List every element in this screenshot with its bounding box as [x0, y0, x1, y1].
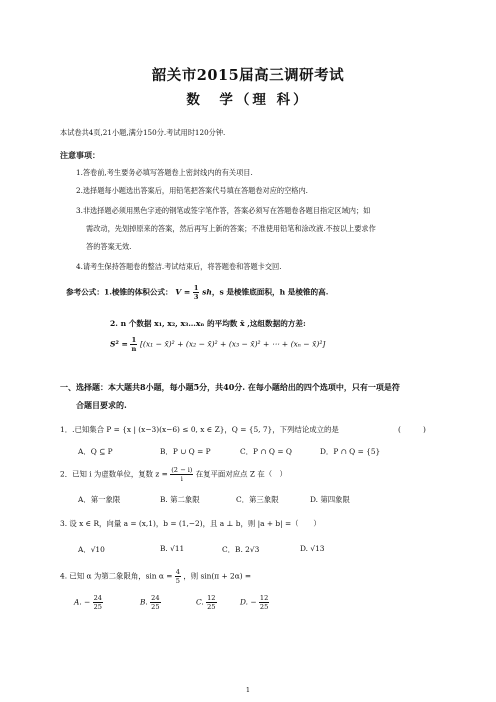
- volume-lhs: V =: [175, 287, 191, 297]
- variance-frac-num: 1: [131, 336, 137, 344]
- question-2-stem: [60, 466, 287, 483]
- q4-d-fraction: [259, 594, 269, 611]
- notice-item-2: 2.选择题每小题选出答案后，用铅笔把答案代号填在答题卷对应的空格内.: [76, 186, 308, 195]
- q4-c-num: 12: [207, 594, 216, 602]
- q4-b-prefix: B.: [140, 597, 148, 607]
- q4-d-prefix: D. −: [240, 597, 257, 607]
- variance-frac-den: n: [131, 345, 137, 353]
- section-heading: 一、选择题：本大题共8小题，每小题5分，共40分. 在每小题给出的四个选项中，只有一项是符: [60, 382, 400, 392]
- question-3-option-b: B. √11: [160, 544, 185, 553]
- question-4-option-a: [74, 594, 103, 611]
- mean-description: 2. n 个数据 x₁, x₂, x₃…xₙ 的平均数 x̄ ,这组数据的方差:: [110, 319, 306, 328]
- question-1-stem: 1．.已知集合 P = {x | (x−3)(x−6) ≤ 0, x ∈ Z}，Q = {5, 7}，下列结论成立的是: [60, 425, 339, 434]
- question-1-bracket: ( ): [398, 425, 426, 434]
- question-1-option-a: A．Q ⊆ P: [78, 447, 113, 456]
- question-1-option-b: B．P ∪ Q = P: [160, 447, 211, 456]
- question-1-option-c: C．P ∩ Q = Q: [240, 447, 292, 456]
- q4-a-den: 25: [93, 603, 102, 611]
- question-3-option-a: A．√10: [78, 545, 105, 554]
- variance-fraction: [130, 336, 137, 353]
- question-1-option-d: D．P ∩ Q = {5}: [320, 447, 381, 456]
- question-3-option-c: C．B. 2√3: [222, 545, 260, 554]
- question-4-stem: [60, 568, 251, 585]
- question-2-option-a: A．第一象限: [78, 495, 121, 504]
- reference-label: 参考公式：1.棱锥的体积公式：: [66, 287, 173, 297]
- question-2-frac-num: (2 − i): [171, 466, 193, 474]
- volume-frac-den: 3: [193, 293, 199, 301]
- question-4-option-c: [196, 594, 217, 611]
- question-4-frac-den: 5: [175, 577, 180, 585]
- question-2-stem-b: 在复平面对应点 Z 在（ ）: [195, 469, 287, 479]
- question-4-fraction: [175, 568, 181, 585]
- q4-a-fraction: [93, 594, 103, 611]
- question-2-option-d: D. 第四象限: [310, 495, 350, 504]
- question-3-stem: 3. 设 x ∈ R，向量 a = (x,1)，b = (1,−2)，且 a ⊥ b，则 |a + b| =（ ）: [60, 519, 321, 528]
- s-description: ，s 是棱锥底面积，: [211, 287, 280, 297]
- notice-item-3: 3.非选择题必须用黑色字迹的钢笔或签字笔作答，答案必须写在答题卷各题目指定区域内；如: [76, 206, 371, 215]
- volume-fraction: [193, 284, 200, 301]
- section-heading-cont: 合题目要求的.: [76, 400, 127, 410]
- variance-rhs: [(x₁ − x̄)² + (x₂ − x̄)² + (x₃ − x̄)² + ⋯ + (xₙ − x̄)²]: [139, 339, 326, 349]
- notice-item-4: 4.请考生保持答题卷的整洁.考试结束后，将答题卷和答题卡交回.: [76, 262, 282, 271]
- question-4-frac-num: 4: [175, 568, 180, 576]
- question-2-frac-den: i: [180, 475, 183, 483]
- q4-a-num: 24: [93, 594, 102, 602]
- q4-c-fraction: [206, 594, 216, 611]
- question-2-option-b: B. 第二象限: [160, 495, 200, 504]
- q4-c-den: 25: [207, 603, 216, 611]
- question-3-option-d: D. √13: [300, 544, 325, 553]
- q4-d-num: 12: [259, 594, 269, 602]
- reference-formula-1: [66, 284, 328, 301]
- q4-b-fraction: [150, 594, 160, 611]
- question-4-stem-b: ，则 sin(π + 2α) =: [183, 571, 252, 581]
- notice-item-3-cont2: 答的答案无效.: [86, 242, 132, 251]
- question-2-fraction: [170, 466, 193, 483]
- exam-subtitle: 数 学（理 科）: [186, 92, 310, 108]
- q4-d-den: 25: [259, 603, 269, 611]
- volume-frac-num: 1: [193, 284, 199, 292]
- question-4-stem-a: 4. 已知 α 为第二象限角，sin α =: [60, 571, 173, 581]
- question-2-stem-a: 2．已知 i 为虚数单位，复数 z =: [60, 469, 168, 479]
- variance-lhs: S² =: [110, 339, 128, 349]
- question-4-option-d: [240, 594, 269, 611]
- notice-heading: 注意事项：: [60, 150, 100, 160]
- q4-c-prefix: C.: [196, 597, 204, 607]
- notice-item-3-cont: 需改动，先划掉原来的答案，然后再写上新的答案；不准使用铅笔和涂改液.不按以上要求作: [86, 224, 376, 233]
- question-4-option-b: [140, 594, 161, 611]
- page-number: 1: [245, 686, 251, 694]
- notice-item-1: 1.答卷前,考生要务必填写答题卷上密封线内的有关项目.: [76, 168, 253, 177]
- variance-formula: [110, 336, 325, 353]
- q4-a-prefix: A. −: [74, 597, 91, 607]
- exam-title: 韶关市2015届高三调研考试: [151, 67, 345, 84]
- h-description: h 是棱锥的高.: [279, 287, 329, 297]
- question-2-option-c: C．第三象限: [236, 495, 279, 504]
- volume-rhs: sh: [202, 287, 212, 297]
- q4-b-den: 25: [151, 603, 160, 611]
- exam-intro: 本试卷共4页,21小题,满分150分.考试用时120分钟.: [60, 128, 226, 137]
- q4-b-num: 24: [151, 594, 160, 602]
